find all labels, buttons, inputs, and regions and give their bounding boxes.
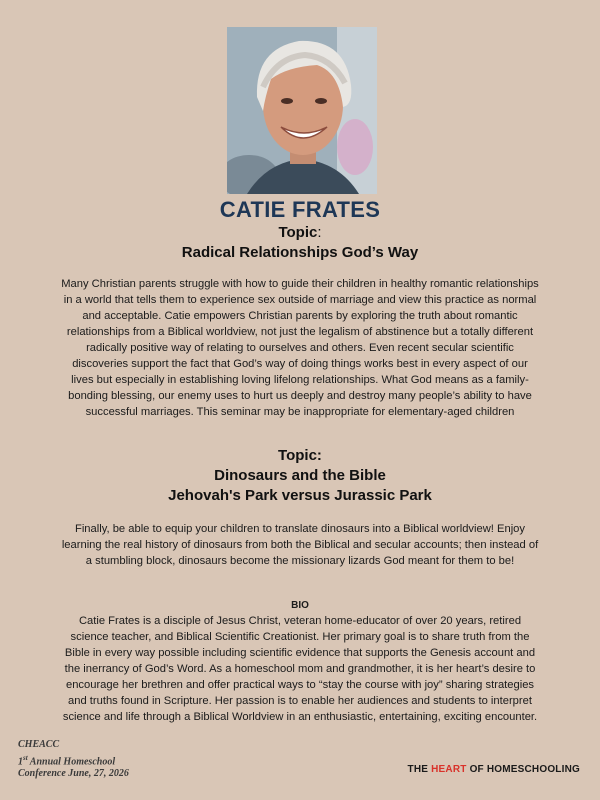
bio-heading: BIO	[291, 600, 309, 611]
brand-pre: THE	[407, 764, 432, 775]
brand-accent: HEART	[431, 764, 467, 775]
topic-2-description: Finally, be able to equip your children to translate dinosaurs into a Biblical worldview! Enjoy learning the real history of dinosaurs from both the Biblical and secular accounts; then instead of a stumbling block, dinosaurs become the missionary lizards God meant for them to be!	[61, 523, 539, 567]
topic-1-title: Radical Relationships God’s Way	[181, 244, 419, 261]
edition-rest: Annual Homeschool	[27, 755, 116, 767]
topic-2-label: Topic:	[278, 447, 322, 464]
conference-info	[18, 739, 129, 781]
edition-suffix: st	[23, 753, 28, 762]
speaker-photo	[227, 27, 377, 194]
brand-post: OF HOMESCHOOLING	[466, 764, 580, 775]
topic-1-label-text: Topic	[278, 224, 318, 241]
edition-number: 1	[18, 755, 23, 767]
org-name: CHEACC	[18, 739, 60, 750]
speaker-name: CATIE FRATES	[219, 197, 381, 222]
topic-2-title-line1: Dinosaurs and the Bible	[214, 467, 386, 484]
topic-1-colon: :	[317, 224, 322, 241]
bio-text: Catie Frates is a disciple of Jesus Christ, veteran home-educator of over 20 years, retired science teacher, and Biblical Scientific Creationist. Her primary goal is to share truth from the Bible in every way possible including scientific evidence that supports the Genesis account and the inerrancy of God’s Word. As a homeschool mom and grandmother, it is her heart’s desire to encourage her brethren and offer practical ways to “stay the course with joy” sharing strategies and truths found in Scripture. Her passion is to enable her audiences and students to interpret science and life through a Biblical Worldview in an enthusiastic, entertaining, exciting encounter.	[62, 615, 538, 723]
topic-2-title-line2: Jehovah's Park versus Jurassic Park	[168, 487, 432, 504]
edition-line	[18, 752, 129, 769]
brand-logo	[408, 764, 580, 775]
conference-date: Conference June, 27, 2026	[18, 768, 129, 780]
topic-1-description: Many Christian parents struggle with how to guide their children in healthy romantic relationships in a world that tells them to experience sex outside of marriage and view this practice as normal and acceptable. Catie empowers Christian parents by exploring the truth about romantic relationships from a Biblical worldview, not just the legalism of abstinence but a totally different radically positive way of relating to ourselves and others. Even recent secular scientific discoveries support the fact that God’s way of doing things works best in every aspect of our lives but especially in establishing loving lifelong relationships. What God means as a family-bonding blessing, our enemy uses to hurt us deeply and destroy many people’s ability to have successful marriages. This seminar may be inappropriate for elementary-aged children	[61, 278, 539, 418]
portrait-image	[227, 27, 377, 194]
topic-1-label	[0, 224, 600, 241]
